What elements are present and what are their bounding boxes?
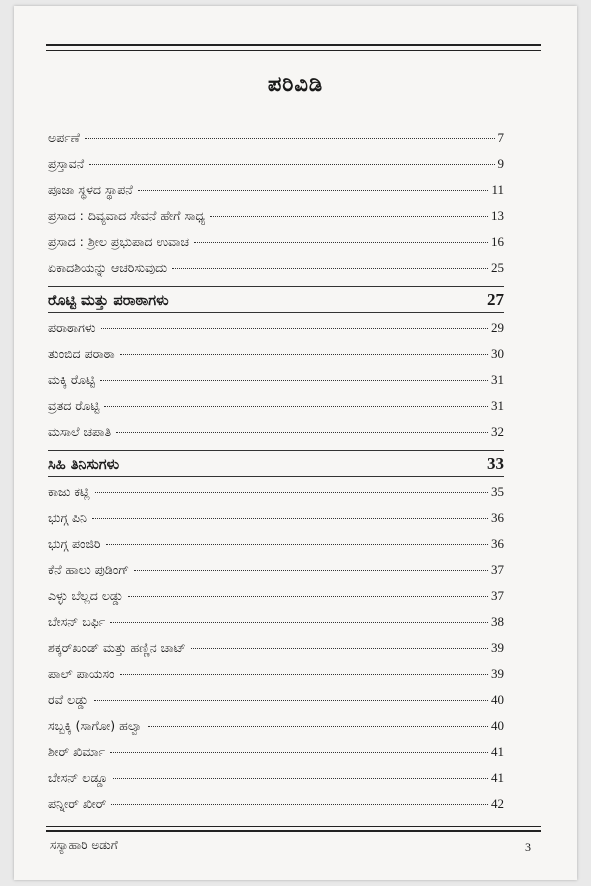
toc-entry-label: ಪ್ರಸಾದ : ದಿವ್ಯವಾದ ಸೇವನೆ ಹೇಗೆ ಸಾಧ್ಯ [48, 208, 206, 223]
dot-leader [134, 570, 488, 571]
dot-leader [148, 726, 488, 727]
top-rule-thin [46, 50, 541, 51]
dot-leader [85, 138, 495, 139]
toc-entry-page: 11 [491, 182, 504, 197]
dot-leader [120, 354, 488, 355]
toc-entry-page: 39 [491, 640, 504, 655]
toc-entry [48, 260, 504, 280]
toc-entry-label: ಶೀರ್ ಖಿರ್ಮಾ [48, 744, 106, 759]
toc-entry-label: ರವೆ ಲಡ್ಡು [48, 692, 89, 707]
toc-entry [48, 562, 504, 582]
toc-entry-label: ಭುಗ್ಗ ಪಿನಿ [48, 510, 87, 525]
toc-entry [48, 692, 504, 712]
toc-entry-label: ಪನ್ನೀರ್ ಖೀರ್ [48, 796, 107, 811]
dot-leader [104, 406, 488, 407]
toc-entry [48, 744, 504, 764]
toc-entry [48, 484, 504, 504]
dot-leader [110, 622, 488, 623]
dot-leader [116, 432, 488, 433]
toc-entry-page: 31 [491, 398, 504, 413]
dot-leader [120, 674, 488, 675]
toc-entry-label: ಪ್ರಸಾದ : ಶ್ರೀಲ ಪ್ರಭುಪಾದ ಉವಾಚ [48, 234, 190, 249]
toc-entry [48, 588, 504, 608]
dot-leader [89, 164, 494, 165]
toc-entry-label: ಪ್ರಸ್ತಾವನೆ [48, 156, 85, 171]
toc-entry-label: ಕೆನೆ ಹಾಲು ಪುಡಿಂಗ್ [48, 562, 130, 577]
section-divider [48, 312, 504, 313]
toc-entry [48, 398, 504, 418]
book-page [14, 6, 577, 880]
dot-leader [172, 268, 488, 269]
toc-entry-page: 16 [491, 234, 504, 249]
toc-entry-page: 41 [491, 744, 504, 759]
section-page: 27 [487, 290, 504, 309]
toc-entry-label: ಮಸಾಲೆ ಚಪಾತಿ [48, 424, 112, 439]
dot-leader [92, 518, 488, 519]
footer-book-title: ಸಸ್ಯಾಹಾರಿ ಅಡುಗೆ [50, 838, 118, 852]
toc-entry-page: 40 [491, 692, 504, 707]
toc-entry-label: ಮಕ್ಕಿ ರೊಟ್ಟಿ [48, 372, 96, 387]
dot-leader [106, 544, 488, 545]
toc-entry-page: 38 [491, 614, 504, 629]
toc-entry [48, 424, 504, 444]
toc-entry-label: ಏಕಾದಶಿಯನ್ನು ಆಚರಿಸುವುದು [48, 260, 168, 275]
toc-entry-label: ಪೂಜಾ ಸ್ಥಳದ ಸ್ಥಾಪನೆ [48, 182, 133, 197]
toc-entry-label: ಅರ್ಪಣೆ [48, 130, 80, 145]
dot-leader [95, 492, 488, 493]
toc-entry-label: ಶಕ್ಕರ್‌ಖಂಡ್ ಮತ್ತು ಹಣ್ಣಿನ ಚಾಟ್ [48, 640, 186, 655]
toc-entry-page: 37 [491, 562, 504, 577]
section-page: 33 [487, 454, 504, 473]
toc-entry-page: 9 [497, 156, 504, 171]
page-title: ಪರಿವಿಡಿ [267, 72, 324, 96]
toc-entry [48, 156, 504, 176]
dot-leader [191, 648, 488, 649]
toc-entry-label: ಬೇಸನ್ ಲಡ್ಡೂ [48, 770, 108, 785]
dot-leader [210, 216, 488, 217]
dot-leader [113, 778, 488, 779]
bottom-rule-thin [46, 826, 541, 827]
section-divider [48, 476, 504, 477]
bottom-rule [46, 830, 541, 832]
footer-page-number: 3 [525, 840, 531, 854]
toc-entry-page: 35 [491, 484, 504, 499]
toc-entry [48, 510, 504, 530]
section-title: ರೊಟ್ಟಿ ಮತ್ತು ಪರಾಠಾಗಳು [48, 293, 169, 309]
top-rule [46, 44, 541, 46]
dot-leader [128, 596, 488, 597]
toc-entry [48, 182, 504, 202]
toc-entry-page: 37 [491, 588, 504, 603]
dot-leader [94, 700, 488, 701]
toc-entry-label: ವ್ರತದ ರೊಟ್ಟಿ [48, 398, 100, 413]
toc-entry-page: 31 [491, 372, 504, 387]
toc-entry-page: 7 [497, 130, 504, 145]
toc-entry-label: ಪರಾಠಾಗಳು [48, 320, 96, 335]
toc-entry-page: 36 [491, 536, 504, 551]
toc-entry-label: ಬೇಸನ್ ಬರ್ಫಿ [48, 614, 106, 629]
dot-leader [100, 380, 488, 381]
toc-entry [48, 666, 504, 686]
toc-entry-label: ಸಬ್ಬಕ್ಕಿ (ಸಾಗೋ) ಹಲ್ವಾ [48, 718, 143, 733]
toc-entry-page: 13 [491, 208, 504, 223]
toc-entry [48, 796, 504, 816]
section-divider [48, 286, 504, 287]
toc-entry-label: ಎಳ್ಳು ಬೆಲ್ಲದ ಲಡ್ಡು [48, 588, 124, 603]
toc-entry [48, 234, 504, 254]
toc-entry-page: 25 [491, 260, 504, 275]
dot-leader [101, 328, 488, 329]
toc-entry-page: 32 [491, 424, 504, 439]
toc-entry-label: ಕಾಜು ಕಟ್ಲಿ [48, 484, 90, 499]
toc-entry [48, 208, 504, 228]
dot-leader [194, 242, 488, 243]
toc-entry-page: 42 [491, 796, 504, 811]
dot-leader [111, 804, 488, 805]
toc-entry [48, 640, 504, 660]
section-divider [48, 450, 504, 451]
toc-entry-page: 36 [491, 510, 504, 525]
toc-entry [48, 130, 504, 150]
dot-leader [138, 190, 489, 191]
toc-entry-page: 41 [491, 770, 504, 785]
toc-entry [48, 346, 504, 366]
dot-leader [110, 752, 488, 753]
toc-entry-label: ಪಾಲ್ ಪಾಯಸಂ [48, 666, 115, 681]
toc-entry-page: 39 [491, 666, 504, 681]
toc-entry-label: ತುಂಬಿದ ಪರಾಠಾ [48, 346, 115, 361]
toc-entry [48, 770, 504, 790]
toc-entry [48, 536, 504, 556]
section-title: ಸಿಹಿ ತಿನಿಸುಗಳು [48, 457, 120, 473]
toc-entry [48, 372, 504, 392]
toc-entry-page: 40 [491, 718, 504, 733]
toc-entry [48, 718, 504, 738]
toc-entry-page: 29 [491, 320, 504, 335]
toc-entry [48, 320, 504, 340]
toc-entry-label: ಭುಗ್ಗ ಪಂಜಿರಿ [48, 536, 101, 551]
toc-entry-page: 30 [491, 346, 504, 361]
toc-entry [48, 614, 504, 634]
